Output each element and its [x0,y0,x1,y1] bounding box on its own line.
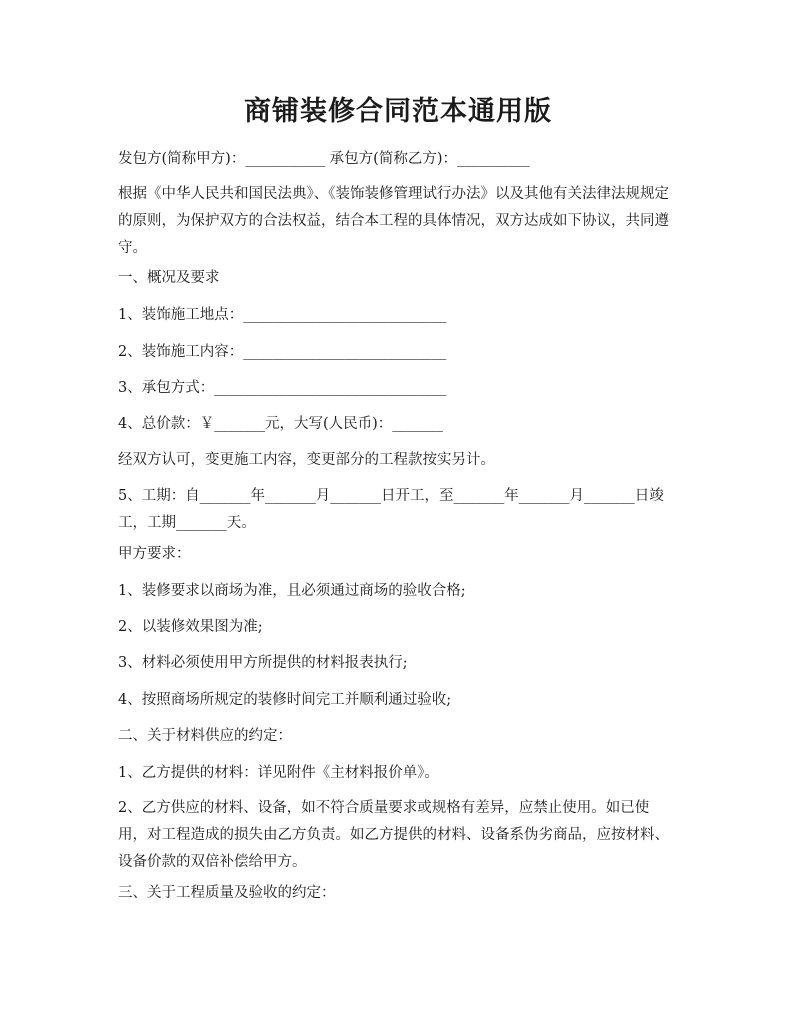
party-a-requirements-heading: 甲方要求： [118,546,191,562]
materials-clause-2: 2、乙方供应的材料、设备，如不符合质量要求或规格有差异，应禁止使用。如已使用，对工程造成的损失由乙方负责。如乙方提供的材料、设备系伪劣商品，应按材料、设备价款的双倍补偿给甲方。 [118,800,669,870]
requirement-4: 4、按照商场所规定的装修时间完工并顺利通过验收; [118,692,452,708]
clause-content: 2、装饰施工内容：____________________________ [118,344,447,360]
document-title: 商铺装修合同范本通用版 [244,96,552,127]
clause-total-price: 4、总价款：￥_______元，大写(人民币)：_______ [118,416,444,432]
materials-clause-1: 1、乙方提供的材料：详见附件《主材料报价单》。 [118,765,439,781]
section-heading-materials: 二、关于材料供应的约定： [118,728,292,744]
change-note: 经双方认可，变更施工内容，变更部分的工程款按实另计。 [118,452,495,468]
preamble-paragraph: 根据《中华人民共和国民法典》、《装饰装修管理试行办法》以及其他有关法律法规规定的原则，为保护双方的合法权益，结合本工程的具体情况，双方达成如下协议，共同遵守。 [118,186,669,256]
requirement-2: 2、以装修效果图为准; [118,619,263,635]
section-heading-overview: 一、概况及要求 [118,270,220,286]
clause-schedule: 5、工期：自_______年_______月_______日开工，至_______年_______月_______日竣工，工期_______天。 [118,488,664,531]
parties-line: 发包方(简称甲方)：___________ 承包方(简称乙方)：__________ [118,151,530,167]
section-heading-quality: 三、关于工程质量及验收的约定： [118,885,336,901]
requirement-1: 1、装修要求以商场为准，且必须通过商场的验收合格; [118,583,466,599]
clause-contract-type: 3、承包方式：________________________________ [118,380,447,396]
clause-location: 1、装饰施工地点：____________________________ [118,307,447,323]
requirement-3: 3、材料必须使用甲方所提供的材料报表执行; [118,655,408,671]
